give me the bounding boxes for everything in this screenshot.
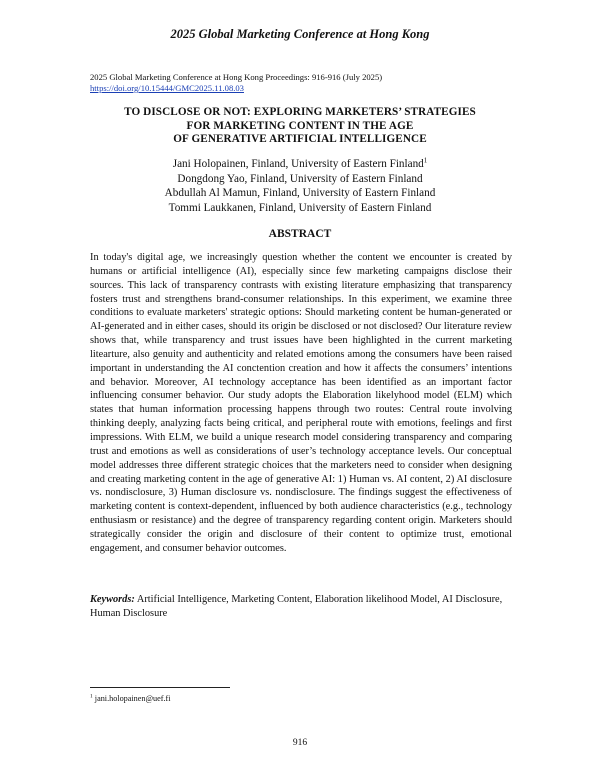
author-line: Dongdong Yao, Finland, University of Eastern Finland	[177, 172, 423, 185]
title-line: OF GENERATIVE ARTIFICIAL INTELLIGENCE	[173, 133, 427, 145]
keywords-label: Keywords:	[90, 594, 135, 605]
author-name: Jani Holopainen, Finland, University of Eastern Finland	[172, 158, 424, 170]
keywords	[90, 593, 512, 621]
abstract-body: In today's digital age, we increasingly question whether the content we encounter is created by humans or artificial intelligence (AI), especially since few marketing campaigns disclose their sources. This lack of transparency contrasts with existing literature emphasizing that transparency fosters trust and strengthens brand-consumer relationships. In this experiment, we examine three conditions to evaluate marketers' strategic options: Should marketing content be human-generated or AI-generated and in either cases, should its origin be disclosed or not disclosed? Our literature review shows that, while transparency and trust issues have been highlighted in the current marketing litearture, also genuity and authenticity and related emotions among the consumers have been raised important in understanding the AI conctention creation and how it affects the consumers’ intentions and behavior. Moreover, AI technology acceptance has been identified as an important factor influencing consumer behavior. Our study adopts the Elaboration likelyhood model (ELM) which states that human information processing happens through two routes: Central route involving thinking deeply, analyzing facts being critical, and peripheral route with emotions, feelings and first impressions. With ELM, we build a unique research model considering transparency and comparing trust and emotions as well as considerations of user’s technology acceptance levels. Our conceptual model addresses three different strategic choices that the marketers need to consider when designing and creating marketing content in the age of generative AI: 1) Human vs. AI content, 2) AI disclosure vs. nondisclosure, 3) Human disclosure vs. nondisclosure. The findings suggest the effectiveness of marketing content is context-dependent, influenced by both audience characteristics (e.g., technology enthusiasm or resistance) and the degree of transparency regarding content origin. Marketers should strategically consider the origin and disclosure of their content to optimize trust, emotional engagement, and consumer behavior outcomes.	[90, 252, 512, 554]
proceedings-info	[90, 72, 382, 94]
footnote-marker: 1	[423, 156, 428, 165]
author-line: Abdullah Al Mamun, Finland, University of Eastern Finland	[164, 187, 436, 200]
author-line	[60, 157, 540, 172]
footnote-mark: 1	[90, 693, 93, 700]
footnote	[90, 694, 171, 703]
author-list	[60, 157, 540, 215]
doi-link[interactable]: https://doi.org/10.15444/GMC2025.11.08.03	[90, 83, 244, 93]
conference-header: 2025 Global Marketing Conference at Hong Kong	[170, 27, 430, 41]
keywords-text: Artificial Intelligence, Marketing Content, Elaboration likelihood Model, AI Disclosure, Human Disclosure	[90, 594, 503, 619]
title-line: FOR MARKETING CONTENT IN THE AGE	[186, 119, 414, 132]
footnote-email: jani.holopainen@uef.fi	[94, 694, 171, 703]
author-line: Tommi Laukkanen, Finland, University of Eastern Finland	[168, 201, 432, 214]
proceedings-citation: 2025 Global Marketing Conference at Hong Kong Proceedings: 916-916 (July 2025)	[90, 72, 383, 82]
title-line: TO DISCLOSE OR NOT: EXPLORING MARKETERS’ STRATEGIES	[124, 106, 476, 118]
abstract-heading: ABSTRACT	[268, 228, 332, 240]
paper-title	[60, 106, 540, 147]
footnote-divider	[90, 687, 230, 688]
page-number: 916	[292, 738, 308, 748]
